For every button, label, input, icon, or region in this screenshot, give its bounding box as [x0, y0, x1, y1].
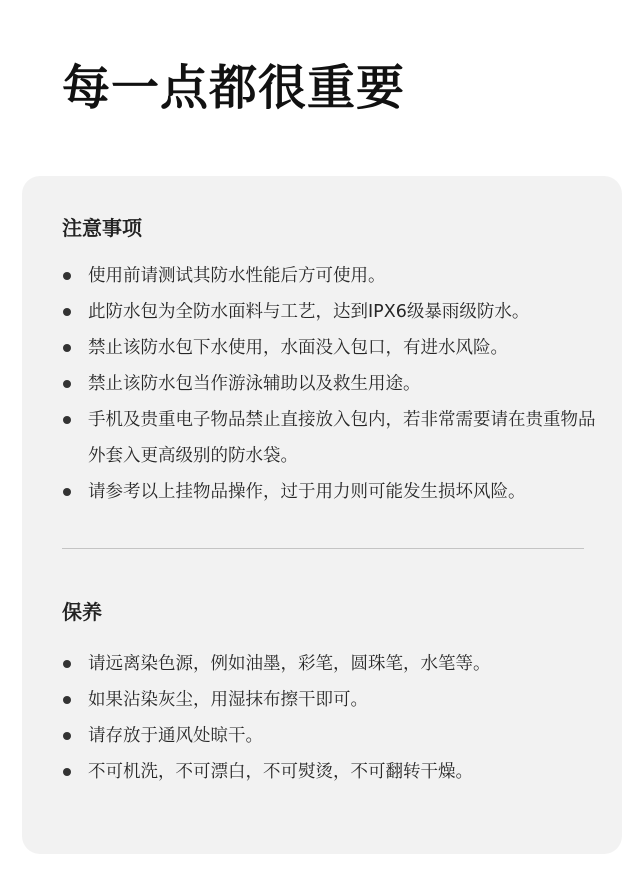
- care-item-text: 请存放于通风处晾干。: [88, 726, 263, 746]
- info-card: [22, 176, 622, 854]
- notes-item-text: 禁止该防水包当作游泳辅助以及救生用途。: [88, 374, 421, 394]
- section-divider: [62, 548, 584, 549]
- bullet-dot-icon: [63, 272, 71, 280]
- bullet-dot-icon: [63, 380, 71, 388]
- bullet-dot-icon: [63, 488, 71, 496]
- notes-item-text: 此防水包为全防水面料与工艺，达到IPX6级暴雨级防水。: [88, 302, 530, 322]
- bullet-dot-icon: [63, 768, 71, 776]
- notes-item: [62, 294, 607, 330]
- bullet-dot-icon: [63, 416, 71, 424]
- care-item: [62, 682, 607, 718]
- bullet-dot-icon: [63, 732, 71, 740]
- bullet-dot-icon: [63, 660, 71, 668]
- notes-item-text: 使用前请测试其防水性能后方可使用。: [88, 266, 386, 286]
- notes-list: [62, 258, 607, 510]
- notes-item: [62, 402, 607, 474]
- notes-item: [62, 258, 607, 294]
- bullet-dot-icon: [63, 308, 71, 316]
- page-title: 每一点都很重要: [62, 60, 406, 116]
- care-item-text: 请远离染色源，例如油墨，彩笔，圆珠笔，水笔等。: [88, 654, 491, 674]
- care-heading: 保养: [62, 600, 102, 624]
- care-list: [62, 646, 607, 790]
- care-item: [62, 718, 607, 754]
- notes-item: [62, 330, 607, 366]
- care-item-text: 不可机洗，不可漂白，不可熨烫，不可翻转干燥。: [88, 762, 473, 782]
- notes-item: [62, 474, 607, 510]
- bullet-dot-icon: [63, 696, 71, 704]
- notes-item-text: 禁止该防水包下水使用，水面没入包口，有进水风险。: [88, 338, 508, 358]
- notes-item: [62, 366, 607, 402]
- bullet-dot-icon: [63, 344, 71, 352]
- notes-item-text: 请参考以上挂物品操作，过于用力则可能发生损坏风险。: [88, 482, 526, 502]
- notes-item-text: 手机及贵重电子物品禁止直接放入包内，若非常需要请在贵重物品外套入更高级别的防水袋。: [88, 410, 596, 466]
- care-item: [62, 646, 607, 682]
- care-item: [62, 754, 607, 790]
- care-item-text: 如果沾染灰尘，用湿抹布擦干即可。: [88, 690, 368, 710]
- notes-heading: 注意事项: [62, 216, 142, 240]
